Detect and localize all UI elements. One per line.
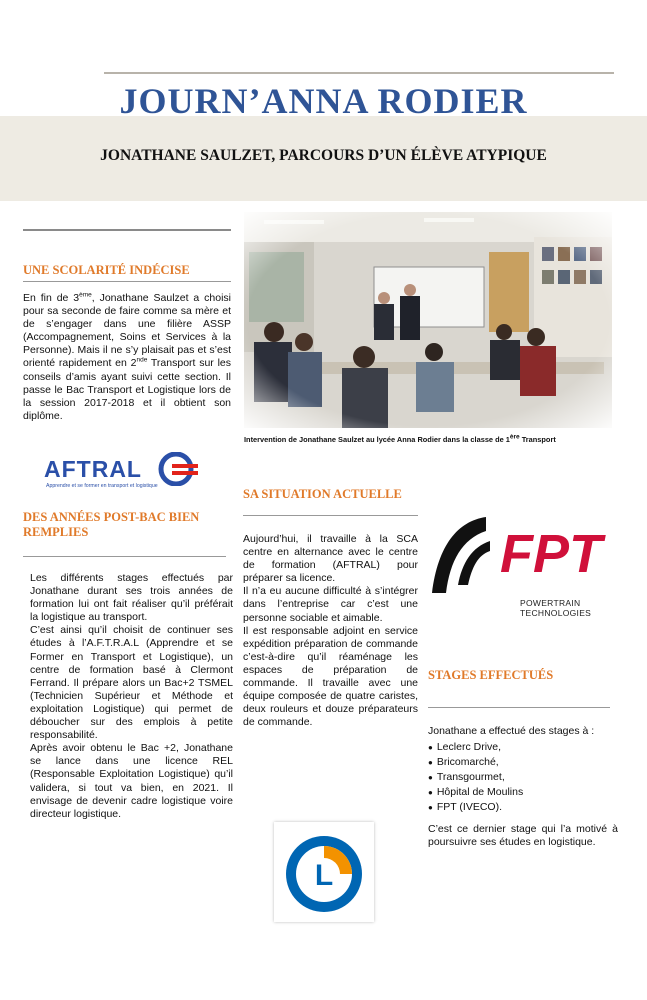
section-rule — [23, 229, 231, 231]
page-title: JOURN’ANNA RODIER — [119, 81, 528, 121]
stages-outro: C’est ce dernier stage qui l’a motivé à poursuivre ses études en logistique. — [428, 823, 618, 849]
scolarite-paragraph: En fin de 3ème, Jonathane Saulzet a choisi pour sa seconde de faire comme sa mère et de s’engager dans une filière ASSP (Accompagnement, Soins et Services à la Personne). Mais il ne s’y plaisait pas et s’est orienté rapidement en 2nde Transport sur les conseils d’amis ayant suivi cette section. Il passe le Bac Transport et Logistique lors de la session 2017-2018 et il obtient son diplôme. — [23, 291, 232, 422]
section-underline — [428, 707, 610, 708]
leclerc-letter: L — [314, 859, 334, 892]
postbac-paragraph: Les différents stages effectués par Jonathane durant ses trois années de formation lui ont fait réaliser qu’il préférait la logistique au transport. — [30, 572, 233, 624]
classroom-photo — [244, 212, 612, 428]
leclerc-logo — [274, 822, 374, 922]
section-heading-postbac: DES ANNÉES POST-BAC BIEN REMPLIES — [23, 510, 200, 539]
situation-text — [243, 533, 418, 729]
section-underline — [243, 515, 418, 516]
postbac-paragraph: C’est ainsi qu’il choisit de continuer ses études à l’A.F.T.R.A.L (Apprendre et se Former en Transport et Logistique), un centre de formation basé à Clermont Ferrand. Il prépare alors un Bac+2 TSMEL (Technicien Supérieur et Méthode et exploitation Logistique) qui permet de déboucher sur des emplois à petite responsabilité. — [30, 624, 233, 742]
top-rule — [104, 72, 614, 74]
section-heading-scolarite: UNE SCOLARITÉ INDÉCISE — [23, 263, 190, 277]
stages-intro: Jonathane a effectué des stages à : — [428, 725, 595, 737]
situation-paragraph: Il n’a eu aucune difficulté à s’intégrer dans l’entreprise car c’est une personne sociable et aimable. — [243, 585, 418, 624]
fpt-logo: FPT POWERTRAIN TECHNOLOGIES — [428, 515, 618, 615]
situation-paragraph: Il est responsable adjoint en service expédition préparation de commande c’est-à-dire qu’il réaménage les espaces de préparation de commande. Il travaille avec une équipe composée de quatre caristes, deux rouleurs et douze préparateurs de commande. — [243, 624, 418, 729]
list-item: ● FPT (IVECO). — [428, 800, 618, 815]
list-item: ● Transgourmet, — [428, 770, 618, 785]
photo-caption: Intervention de Jonathane Saulzet au lycée Anna Rodier dans la classe de 1ère Transport — [244, 433, 556, 444]
aftral-logo: AFTRAL Apprendre et se former en transport et logistique — [44, 452, 204, 494]
list-item: ● Bricomarché, — [428, 755, 618, 770]
page-subtitle: JONATHANE SAULZET, PARCOURS D’UN ÉLÈVE ATYPIQUE — [100, 147, 547, 164]
section-heading-stages: STAGES EFFECTUÉS — [428, 668, 554, 682]
stages-list — [428, 740, 618, 815]
situation-paragraph: Aujourd’hui, il travaille à la SCA centre en alternance avec le centre de formation (AFTRAL) pour préparer sa licence. — [243, 533, 418, 585]
postbac-text — [30, 572, 233, 821]
section-underline — [23, 281, 231, 282]
section-underline — [23, 556, 226, 557]
postbac-paragraph: Après avoir obtenu le Bac +2, Jonathane se lance dans une licence REL (Responsable Exploitation Logistique) qu’il validera, si tout va bien, en 2021. Il envisage de devenir cadre logistique voire directeur logistique. — [30, 742, 233, 820]
section-heading-situation: SA SITUATION ACTUELLE — [243, 487, 402, 501]
list-item: ● Hôpital de Moulins — [428, 785, 618, 800]
list-item: ● Leclerc Drive, — [428, 740, 618, 755]
